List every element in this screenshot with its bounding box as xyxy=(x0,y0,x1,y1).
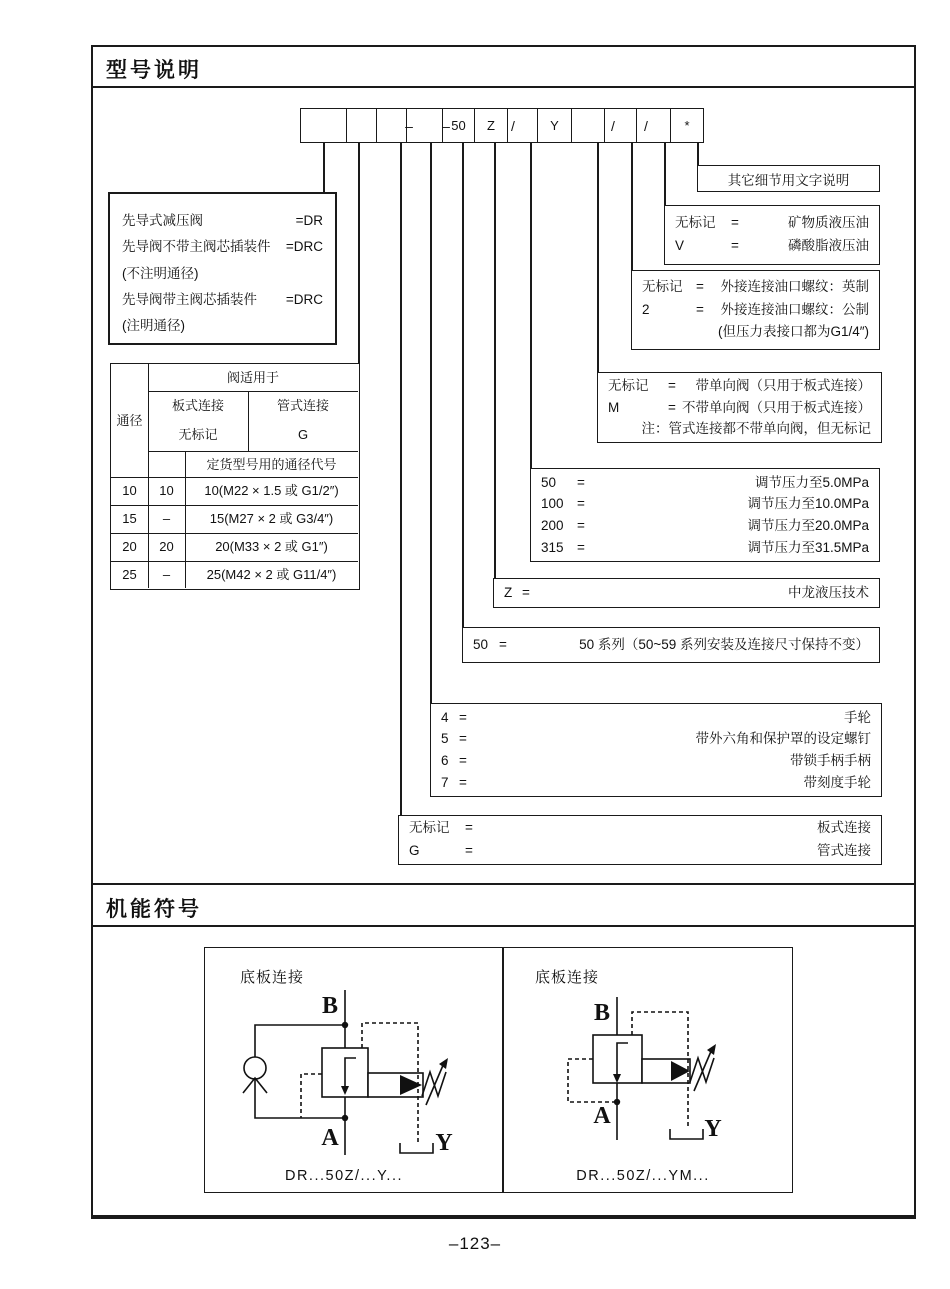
symbol-caption: DR...50Z/...Y... xyxy=(284,1168,404,1184)
valve-type-row xyxy=(122,313,323,339)
code-slash-separator: / xyxy=(511,117,515,134)
leader-line-thread xyxy=(631,143,633,272)
annotation-eq: = xyxy=(465,820,473,836)
annotation-key: G xyxy=(409,843,420,858)
table-line xyxy=(111,477,358,478)
pilot-feedback-dashed-line xyxy=(301,1074,322,1118)
annotation-row xyxy=(642,276,869,299)
annotation-value: 带锁手柄手柄 xyxy=(790,753,871,768)
symbols-section-title: 机能符号 xyxy=(106,898,202,921)
annotation-row xyxy=(642,299,869,322)
annotation-eq: = xyxy=(459,774,467,790)
table-cell-dn: 15 xyxy=(122,511,137,526)
table-cell-plate: – xyxy=(162,567,171,582)
annotation-eq: = xyxy=(668,378,676,394)
valve-type-label: (注明通径) xyxy=(122,318,185,334)
valve-type-label: (不注明通径) xyxy=(122,265,199,281)
panel-label-right: 底板连接 xyxy=(535,969,600,986)
annotation-eq: = xyxy=(731,238,739,253)
annotation-eq: = xyxy=(459,753,467,768)
code-cell-size xyxy=(346,108,377,143)
annotation-row xyxy=(441,728,871,750)
port-label-a: A xyxy=(593,1103,611,1129)
symbols-section-divider xyxy=(91,925,916,927)
valve-type-label: 先导阀带主阀芯插装件 xyxy=(122,291,257,307)
annotation-value: 手轮 xyxy=(844,709,871,725)
annotation-eq: = xyxy=(577,518,585,533)
annotation-connection xyxy=(398,815,882,865)
annotation-key: 100 xyxy=(541,496,564,512)
annotation-value: 带单向阀（只用于板式连接） xyxy=(695,378,871,394)
code-cell-drain: Y xyxy=(537,108,572,143)
annotation-value: 调节压力至5.0MPa xyxy=(754,474,869,490)
table-cell-code: 25(M42 × 2 或 G11/4″) xyxy=(206,567,337,582)
annotation-value: 调节压力至20.0MPa xyxy=(747,518,869,533)
code-dash-separator: – xyxy=(405,117,413,134)
table-line xyxy=(111,561,358,562)
annotation-key: 无标记 xyxy=(642,278,683,294)
annotation-series xyxy=(462,627,880,663)
annotation-value: 板式连接 xyxy=(817,820,871,836)
port-label-b: B xyxy=(593,1000,611,1026)
annotation-key: M xyxy=(608,399,620,415)
drain-bracket xyxy=(670,1129,703,1139)
annotation-key: 无标记 xyxy=(675,215,716,231)
leader-line-adjust xyxy=(430,143,432,703)
annotation-eq: = xyxy=(499,636,507,652)
table-header-dn: 通径 xyxy=(116,413,143,428)
valve-type-label: 先导阀不带主阀芯插装件 xyxy=(122,239,271,255)
annotation-key: 6 xyxy=(441,753,449,768)
annotation-checkvalve xyxy=(597,372,882,443)
code-cell-type xyxy=(300,108,347,143)
table-cell-code: 15(M27 × 2 或 G3/4″) xyxy=(209,511,334,526)
annotation-row xyxy=(409,817,871,840)
table-cell-dn: 25 xyxy=(122,567,137,582)
size-table xyxy=(110,363,360,590)
port-label-y: Y xyxy=(435,1130,453,1156)
annotation-row xyxy=(541,493,869,515)
annotation-key: 50 xyxy=(541,474,557,490)
annotation-value: 50 系列（50~59 系列安装及连接尺寸保持不变） xyxy=(579,636,869,652)
spring-icon xyxy=(690,1058,714,1082)
annotation-key: 2 xyxy=(642,301,650,317)
annotation-eq: = xyxy=(696,301,704,317)
spring-icon xyxy=(422,1072,446,1096)
valve-type-row xyxy=(122,287,323,313)
code-cell-checkvalve xyxy=(571,108,605,143)
annotation-eq: = xyxy=(577,539,585,555)
leader-line-type xyxy=(323,143,325,192)
symbol-caption: DR...50Z/...YM... xyxy=(576,1168,710,1184)
code-slash-separator: / xyxy=(644,117,648,134)
annotation-row xyxy=(675,235,869,258)
annotation-row xyxy=(608,397,871,419)
model-section-title: 型号说明 xyxy=(106,59,202,82)
drain-bracket xyxy=(400,1143,433,1153)
valve-type-code: =DRC xyxy=(285,291,323,307)
annotation-eq: = xyxy=(696,278,704,294)
annotation-row xyxy=(608,418,871,440)
table-header-fit: 阀适用于 xyxy=(226,370,279,385)
table-cell-plate: 20 xyxy=(159,539,174,554)
annotation-row xyxy=(441,707,871,729)
annotation-value: 不带单向阀（只用于板式连接） xyxy=(682,399,871,415)
code-dash-separator: – xyxy=(442,117,450,134)
annotation-row xyxy=(541,537,869,559)
table-header-plate: 板式连接 xyxy=(171,398,224,413)
leader-line-fluid xyxy=(664,143,666,205)
model-section-divider xyxy=(91,86,916,88)
valve-type-label: 先导式减压阀 xyxy=(122,213,203,228)
leader-line-brand xyxy=(494,143,496,578)
annotation-key: 50 xyxy=(473,636,489,652)
annotation-value: 磷酸脂液压油 xyxy=(788,238,869,253)
annotation-key: 200 xyxy=(541,518,564,533)
table-pipe-code: G xyxy=(297,427,309,442)
code-cell-details: * xyxy=(670,108,704,143)
annotation-value: 带刻度手轮 xyxy=(803,774,871,790)
hydraulic-symbol-dr-ym xyxy=(503,947,793,1193)
annotation-row xyxy=(541,472,869,494)
valve-type-row xyxy=(122,208,323,234)
annotation-value: 外接连接油口螺纹：公制 xyxy=(720,301,869,317)
annotation-key: 5 xyxy=(441,731,449,747)
leader-line-connection xyxy=(400,143,402,815)
code-cell-brand: Z xyxy=(474,108,508,143)
code-cell-series: 50 xyxy=(442,108,475,143)
annotation-row xyxy=(473,634,869,657)
annotation-value: 调节压力至31.5MPa xyxy=(747,539,869,555)
leader-line-series xyxy=(462,143,464,627)
annotation-key: 7 xyxy=(441,774,449,790)
annotation-key: 无标记 xyxy=(608,378,649,394)
annotation-eq: = xyxy=(459,731,467,747)
annotation-key: 315 xyxy=(541,539,564,555)
annotation-row xyxy=(642,321,869,344)
page-number: –123– xyxy=(448,1234,502,1253)
annotation-eq: = xyxy=(577,474,585,490)
table-line xyxy=(148,391,358,392)
port-label-a: A xyxy=(321,1125,339,1151)
port-label-b: B xyxy=(321,993,339,1019)
table-cell-plate: – xyxy=(162,511,171,526)
check-valve-ball xyxy=(244,1057,266,1079)
table-line xyxy=(111,533,358,534)
table-header-pipe: 管式连接 xyxy=(276,398,329,413)
valve-type-code: =DR xyxy=(295,213,323,228)
annotation-fluid xyxy=(664,205,880,265)
code-slash-separator: / xyxy=(611,117,615,134)
leader-line-details xyxy=(697,143,699,165)
annotation-row xyxy=(441,750,871,772)
annotation-details xyxy=(697,165,880,192)
annotation-eq: = xyxy=(731,215,739,231)
table-header-order: 定货型号用的通径代号 xyxy=(206,457,337,472)
annotation-eq: = xyxy=(522,584,530,600)
annotation-key: Z xyxy=(504,584,513,600)
annotation-row xyxy=(541,515,869,537)
annotation-eq: = xyxy=(577,496,585,512)
table-cell-code: 10(M22 × 1.5 或 G1/2″) xyxy=(204,483,339,498)
adjustment-arrowhead xyxy=(707,1044,716,1055)
annotation-row xyxy=(504,582,869,605)
hydraulic-symbol-dr-y xyxy=(204,947,499,1193)
annotation-value: 中龙液压技术 xyxy=(788,584,869,600)
junction-dot xyxy=(614,1099,620,1105)
table-line xyxy=(111,505,358,506)
table-plate-code: 无标记 xyxy=(178,427,218,442)
annotation-brand xyxy=(493,578,880,608)
annotation-row xyxy=(608,375,871,397)
annotation-value: 带外六角和保护罩的设定螺钉 xyxy=(695,731,871,747)
valve-type-code: =DRC xyxy=(285,239,323,255)
table-line xyxy=(148,451,358,452)
annotation-eq: = xyxy=(668,399,676,415)
valve-type-box xyxy=(108,192,337,345)
valve-type-row xyxy=(122,234,323,260)
annotation-eq: = xyxy=(465,843,473,858)
panel-label-left: 底板连接 xyxy=(240,969,305,986)
table-cell-dn: 10 xyxy=(122,483,137,498)
annotation-value: 矿物质液压油 xyxy=(788,215,869,231)
leader-line-size xyxy=(358,143,360,363)
annotation-row xyxy=(675,212,869,235)
table-cell-dn: 20 xyxy=(122,539,137,554)
annotation-value: (但压力表接口都为G1/4″) xyxy=(717,324,869,340)
annotation-key: V xyxy=(675,238,685,253)
port-label-y: Y xyxy=(704,1116,722,1142)
annotation-adjust xyxy=(430,703,882,797)
annotation-pressure xyxy=(530,468,880,562)
leader-line-checkvalve xyxy=(597,143,599,372)
annotation-eq: = xyxy=(459,709,467,725)
annotation-text: 其它细节用文字说明 xyxy=(727,172,850,188)
table-cell-plate: 10 xyxy=(159,483,174,498)
annotation-value: 注：管式连接都不带单向阀，但无标记 xyxy=(641,421,871,437)
annotation-key: 4 xyxy=(441,709,449,725)
adjustment-arrowhead xyxy=(439,1058,448,1069)
table-cell-code: 20(M33 × 2 或 G1″) xyxy=(215,539,328,554)
annotation-thread xyxy=(631,270,880,350)
leader-line-pressure xyxy=(530,143,532,468)
symbols-section-top-rule xyxy=(91,883,916,885)
annotation-value: 外接连接油口螺纹：英制 xyxy=(720,278,869,294)
model-code-row xyxy=(300,108,704,143)
valve-type-row xyxy=(122,261,323,287)
annotation-row xyxy=(441,772,871,794)
annotation-row xyxy=(409,840,871,863)
annotation-key: 无标记 xyxy=(409,820,450,836)
annotation-value: 调节压力至10.0MPa xyxy=(747,496,869,512)
annotation-value: 管式连接 xyxy=(817,843,871,858)
